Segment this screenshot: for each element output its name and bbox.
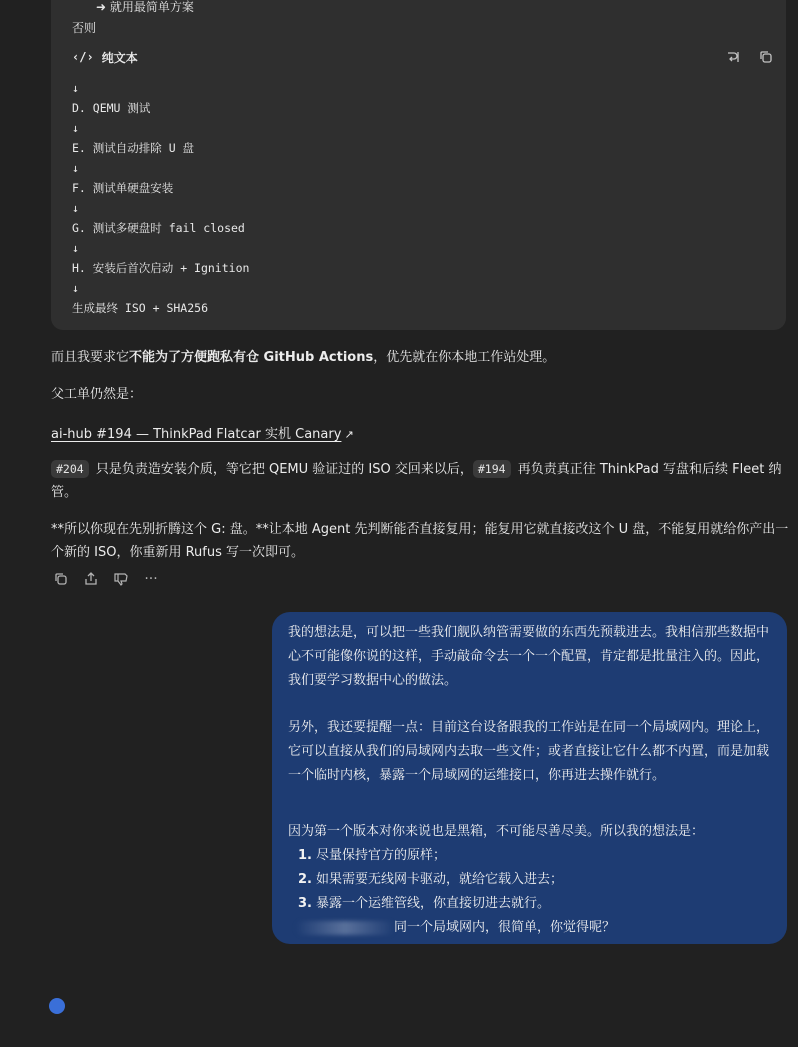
code-line: G. 测试多硬盘时 fail closed xyxy=(72,221,245,235)
code-line: H. 安装后首次启动 + Ignition xyxy=(72,261,250,275)
copy-icon xyxy=(759,50,773,64)
bold-text: 不能为了方便跑私有仓 GitHub Actions xyxy=(129,350,374,365)
wrap-toggle-button[interactable] xyxy=(724,48,742,66)
list-number: 2. xyxy=(298,872,312,887)
code-line: ↓ xyxy=(72,201,79,215)
code-content xyxy=(72,78,249,318)
inline-code-pill: #204 xyxy=(51,460,89,478)
copy-code-button[interactable] xyxy=(757,48,775,66)
code-line: ↓ xyxy=(72,241,79,255)
code-language-label: 纯文本 xyxy=(101,50,138,65)
more-icon: ··· xyxy=(144,571,158,587)
code-line: ↓ xyxy=(72,161,79,175)
more-button[interactable] xyxy=(142,570,160,588)
assistant-paragraph xyxy=(51,346,791,369)
share-icon xyxy=(83,571,99,587)
list-number: 1. xyxy=(298,848,312,863)
list-item xyxy=(288,844,773,868)
list-text: 尽量保持官方的原样； xyxy=(316,848,447,863)
blurred-text xyxy=(296,921,394,935)
status-dot xyxy=(49,998,65,1014)
list-text: 暴露一个运维管线，你直接切进去就行。 xyxy=(316,896,551,911)
share-button[interactable] xyxy=(82,570,100,588)
code-line: 生成最终 ISO + SHA256 xyxy=(72,301,209,315)
assistant-paragraph: 父工单仍然是： xyxy=(51,387,143,402)
code-block-header xyxy=(72,48,138,66)
text-run: ，优先就在你本地工作站处理。 xyxy=(373,350,556,365)
code-prose-bullet: ➜ 就用最简单方案 xyxy=(96,0,194,14)
list-item xyxy=(288,868,773,892)
text-run: 而且我要求它 xyxy=(51,350,130,365)
user-paragraph: 我的想法是，可以把一些我们舰队纳管需要做的东西先预载进去。我相信那些数据中心不可能像你说的这样，手动敲命令去一个一个配置，肯定都是批量注入的。因此，我们要学习数据中心的做法。 xyxy=(288,625,770,688)
wrap-icon xyxy=(726,50,740,64)
issue-link-text[interactable]: ai-hub #194 — ThinkPad Flatcar 实机 Canary xyxy=(51,427,342,442)
copy-icon xyxy=(54,572,68,586)
thumbs-down-icon xyxy=(113,571,129,587)
copy-button[interactable] xyxy=(52,570,70,588)
inline-code-pill: #194 xyxy=(473,460,511,478)
list-text: 如果需要无线网卡驱动，就给它载入进去； xyxy=(316,872,564,887)
user-paragraph: 另外，我还要提醒一点：目前这台设备跟我的工作站是在同一个局域网内。理论上，它可以直接从我们的局域网内去取一些文件；或者直接让它什么都不内置，而是加载一个临时内核，暴露一个局域网的运维接口，你再进去操作就行。 xyxy=(288,720,770,783)
user-list xyxy=(288,844,773,916)
code-line: ↓ xyxy=(72,81,79,95)
code-line: D. QEMU 测试 xyxy=(72,101,151,115)
external-link-icon: ↗ xyxy=(344,428,354,441)
list-number: 3. xyxy=(298,896,312,911)
code-line: E. 测试自动排除 U 盘 xyxy=(72,141,195,155)
user-last-line xyxy=(288,916,615,940)
text-run: 同一个局域网内，很简单，你觉得呢？ xyxy=(394,920,616,935)
text-run: 再负责真正往 ThinkPad 写盘和后续 Fleet 纳管。 xyxy=(51,462,782,500)
user-message-bubble xyxy=(272,612,787,944)
assistant-paragraph: **所以你现在先别折腾这个 G: 盘。**让本地 Agent 先判断能否直接复用；能复用它就直接改这个 U 盘，不能复用就给你产出一个新的 ISO，你重新用 Rufus 写一次即可。 xyxy=(51,522,789,560)
code-line: ↓ xyxy=(72,121,79,135)
thumbs-down-button[interactable] xyxy=(112,570,130,588)
code-icon: ‹/› xyxy=(72,50,94,64)
issue-link[interactable] xyxy=(51,423,354,442)
text-run: 只是负责造安装介质，等它把 QEMU 验证过的 ISO 交回来以后， xyxy=(91,462,473,477)
user-paragraph: 因为第一个版本对你来说也是黑箱，不可能尽善尽美。所以我的想法是： xyxy=(288,824,705,839)
code-prose-otherwise: 否则 xyxy=(72,21,97,35)
code-line: F. 测试单硬盘安装 xyxy=(72,181,174,195)
code-line: ↓ xyxy=(72,281,79,295)
assistant-paragraph xyxy=(51,458,791,504)
list-item xyxy=(288,892,773,916)
message-actions xyxy=(52,570,160,588)
